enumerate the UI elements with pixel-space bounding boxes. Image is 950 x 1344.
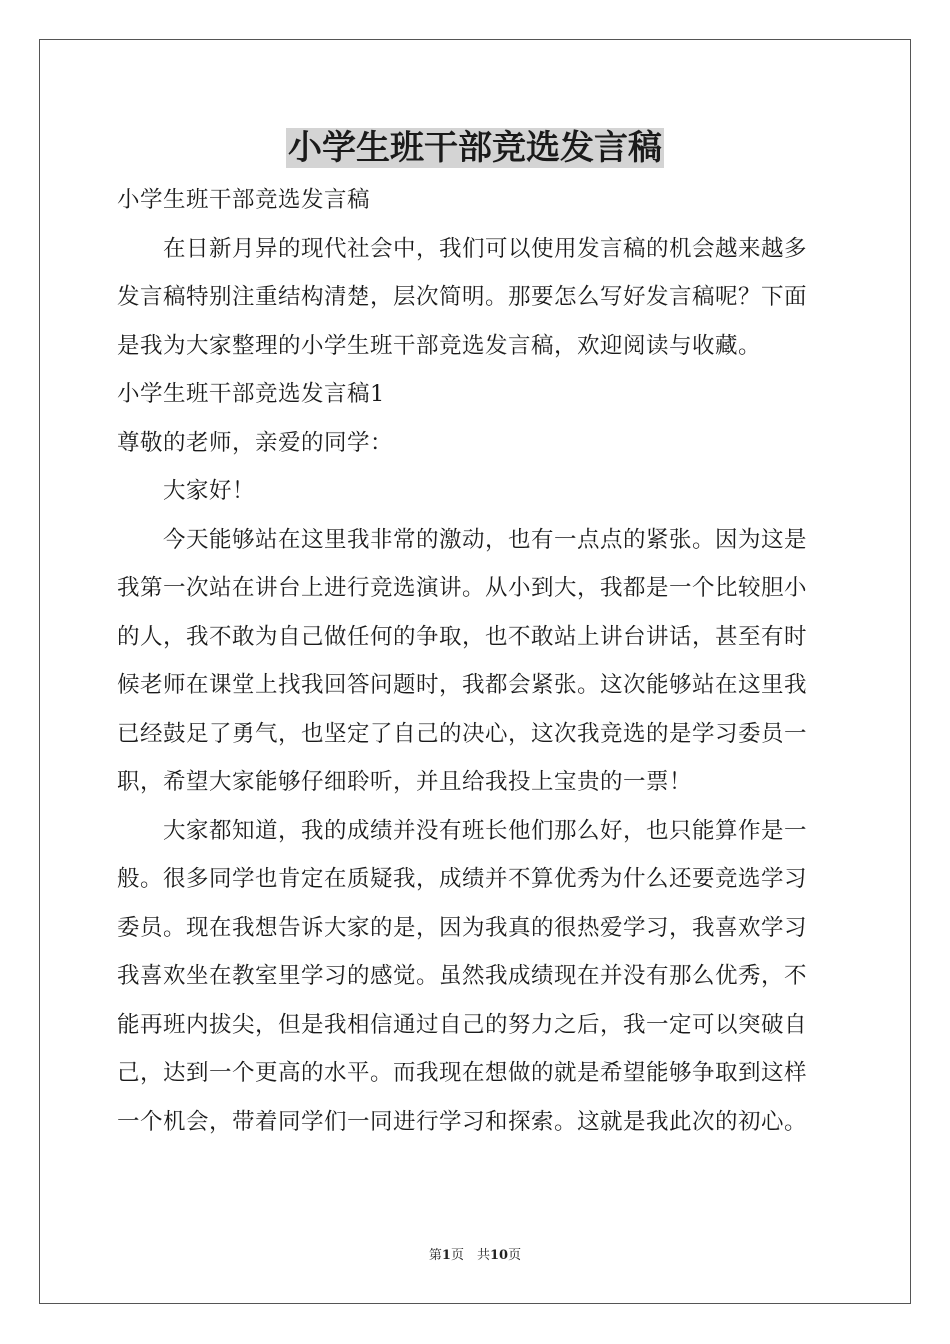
text-line: 候老师在课堂上找我回答问题时，我都会紧张。这次能够站在这里我 — [117, 672, 808, 698]
document-body — [117, 176, 837, 1146]
page-footer — [0, 1247, 950, 1265]
page-footer-mid: 页 共 — [450, 1248, 490, 1263]
text-line: 己，达到一个更高的水平。而我现在想做的就是希望能够争取到这样 — [117, 1060, 808, 1086]
page-total-number: 10 — [489, 1248, 509, 1263]
text-line: 是我为大家整理的小学生班干部竞选发言稿，欢迎阅读与收藏。 — [117, 332, 762, 359]
text-line: 大家好！ — [163, 478, 256, 504]
text-line: 在日新月异的现代社会中，我们可以使用发言稿的机会越来越多 — [163, 235, 808, 262]
text-line: 尊敬的老师，亲爱的同学： — [117, 429, 394, 456]
text-line: 职，希望大家能够仔细聆听，并且给我投上宝贵的一票！ — [117, 769, 693, 795]
text-line: 般。很多同学也肯定在质疑我，成绩并不算优秀为什么还要竞选学习 — [117, 866, 808, 892]
text-line: 已经鼓足了勇气，也坚定了自己的决心，这次我竞选的是学习委员一 — [117, 720, 808, 747]
document-title — [0, 124, 950, 172]
text-line: 大家都知道，我的成绩并没有班长他们那么好，也只能算作是一 — [163, 817, 808, 844]
text-line: 发言稿特别注重结构清楚，层次简明。那要怎么写好发言稿呢？下面 — [117, 284, 808, 310]
text-line: 小学生班干部竞选发言稿1 — [117, 381, 385, 407]
page-footer-prefix: 第 — [428, 1248, 442, 1263]
document-title-text: 小学生班干部竞选发言稿 — [288, 128, 662, 168]
text-line: 委员。现在我想告诉大家的是，因为我真的很热爱学习，我喜欢学习 — [117, 914, 808, 941]
page-current-number: 1 — [441, 1248, 451, 1263]
text-line: 能再班内拔尖，但是我相信通过自己的努力之后，我一定可以突破自 — [117, 1011, 808, 1038]
text-line: 我喜欢坐在教室里学习的感觉。虽然我成绩现在并没有那么优秀，不 — [117, 963, 808, 989]
text-line: 一个机会，带着同学们一同进行学习和探索。这就是我此次的初心。 — [117, 1108, 808, 1135]
page-footer-suffix: 页 — [508, 1248, 522, 1263]
text-line: 小学生班干部竞选发言稿 — [117, 187, 371, 213]
text-line: 的人，我不敢为自己做任何的争取，也不敢站上讲台讲话，甚至有时 — [117, 623, 808, 650]
text-line: 我第一次站在讲台上进行竞选演讲。从小到大，我都是一个比较胆小 — [117, 575, 808, 601]
text-line: 今天能够站在这里我非常的激动，也有一点点的紧张。因为这是 — [163, 526, 808, 553]
